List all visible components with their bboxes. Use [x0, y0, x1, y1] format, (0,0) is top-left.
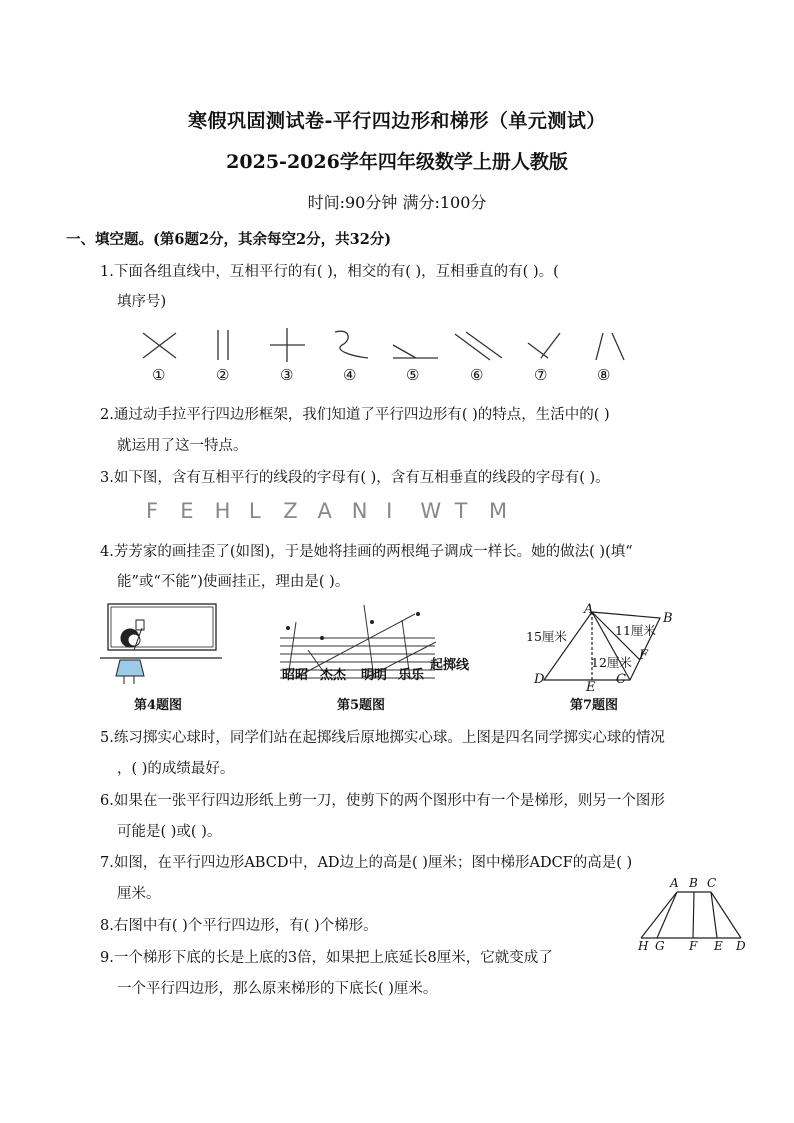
q1-label-8: ⑧: [597, 366, 611, 384]
letter: Z: [283, 499, 298, 523]
girl-figure: [116, 620, 144, 684]
q6-line2: 可能是( )或( )。: [117, 824, 222, 840]
fig8-B: B: [689, 876, 698, 890]
q1-label-1: ①: [152, 366, 166, 384]
q1-line1: 1.下面各组直线中，互相平行的有( )，相交的有( )，互相垂直的有( )。(: [100, 264, 559, 280]
fig7-len-11: 11厘米: [615, 623, 656, 638]
fig7-F: F: [639, 648, 649, 663]
letter: T: [454, 499, 468, 523]
fig4-picture: [100, 600, 230, 690]
letter: W: [420, 499, 442, 523]
q7-line1: 7.如图，在平行四边形ABCD中，AD边上的高是( )厘米；图中梯形ADCF的高是( ): [100, 855, 633, 871]
document-subtitle: 2025-2026学年四年级数学上册人教版: [226, 151, 568, 173]
fig7-E: E: [586, 680, 596, 695]
letter: N: [351, 499, 368, 523]
fig8-H: H: [638, 939, 649, 953]
letter: L: [248, 499, 261, 523]
document-title: 寒假巩固测试卷-平行四边形和梯形（单元测试）: [188, 110, 606, 132]
q1-label-2: ②: [216, 366, 230, 384]
q4-line1: 4.芳芳家的画挂歪了(如图)，于是她将挂画的两根绳子调成一样长。她的做法( )(填“: [100, 544, 633, 560]
letter: I: [386, 499, 393, 523]
fig5-name-3: 明明: [361, 668, 388, 683]
fig8-D: D: [736, 939, 746, 953]
letter: M: [488, 499, 508, 523]
section-title: 一、填空题。(第6题2分，其余每空2分，共32分): [66, 231, 392, 248]
q8-line1: 8.右图中有( )个平行四边形，有( )个梯形。: [100, 918, 378, 934]
q4-line2: 能”或“不能”)使画挂正，理由是( )。: [117, 574, 350, 590]
fig7-D: D: [534, 672, 545, 687]
q3-line1: 3.如下图，含有互相平行的线段的字母有( )，含有互相垂直的线段的字母有( )。: [100, 470, 610, 486]
fig7-A: A: [584, 602, 594, 617]
q5-line2: ，( )的成绩最好。: [117, 761, 235, 777]
q9-line1: 9.一个梯形下底的长是上底的3倍，如果把上底延长8厘米，它就变成了: [100, 950, 553, 966]
q2-line2: 就运用了这一特点。: [117, 438, 248, 454]
fig5-caption: 第5题图: [337, 698, 386, 713]
q1-label-3: ③: [280, 366, 294, 384]
q1-label-4: ④: [343, 366, 357, 384]
letter: F: [146, 499, 159, 523]
q2-line1: 2.通过动手拉平行四边形框架，我们知道了平行四边形有( )的特点，生活中的( ): [100, 407, 610, 423]
fig5-throw-line-label: 起掷线: [430, 658, 470, 673]
fig8-G: G: [655, 939, 665, 953]
q1-label-5: ⑤: [406, 366, 420, 384]
time-score: 时间:90分钟 满分:100分: [307, 193, 487, 212]
fig5-name-4: 乐乐: [398, 668, 425, 683]
fig8-F: F: [689, 939, 698, 953]
letter: A: [317, 499, 332, 523]
fig7-len-15: 15厘米: [526, 629, 567, 644]
q3-letters: [146, 499, 523, 523]
q1-label-6: ⑥: [470, 366, 484, 384]
fig8-A: A: [670, 876, 679, 890]
fig7-C: C: [616, 672, 626, 687]
q5-line1: 5.练习掷实心球时，同学们站在起掷线后原地掷实心球。上图是四名同学掷实心球的情况: [100, 730, 665, 746]
q1-line2: 填序号): [117, 294, 167, 310]
fig4-caption: 第4题图: [134, 698, 183, 713]
letter: H: [214, 499, 231, 523]
q9-line2: 一个平行四边形，那么原来梯形的下底长( )厘米。: [117, 981, 438, 997]
fig8-C: C: [707, 876, 717, 890]
q6-line1: 6.如果在一张平行四边形纸上剪一刀，使剪下的两个图形中有一个是梯形，则另一个图形: [100, 793, 665, 809]
q1-label-7: ⑦: [534, 366, 548, 384]
fig5-name-2: 杰杰: [320, 668, 347, 683]
letter: E: [180, 499, 194, 523]
fig5-name-1: 昭昭: [282, 668, 309, 683]
fig7-len-12: 12厘米: [591, 655, 632, 670]
fig7-caption: 第7题图: [570, 698, 619, 713]
q7-line2: 厘米。: [117, 886, 161, 902]
fig8-E: E: [714, 939, 723, 953]
fig7-B: B: [663, 611, 673, 626]
